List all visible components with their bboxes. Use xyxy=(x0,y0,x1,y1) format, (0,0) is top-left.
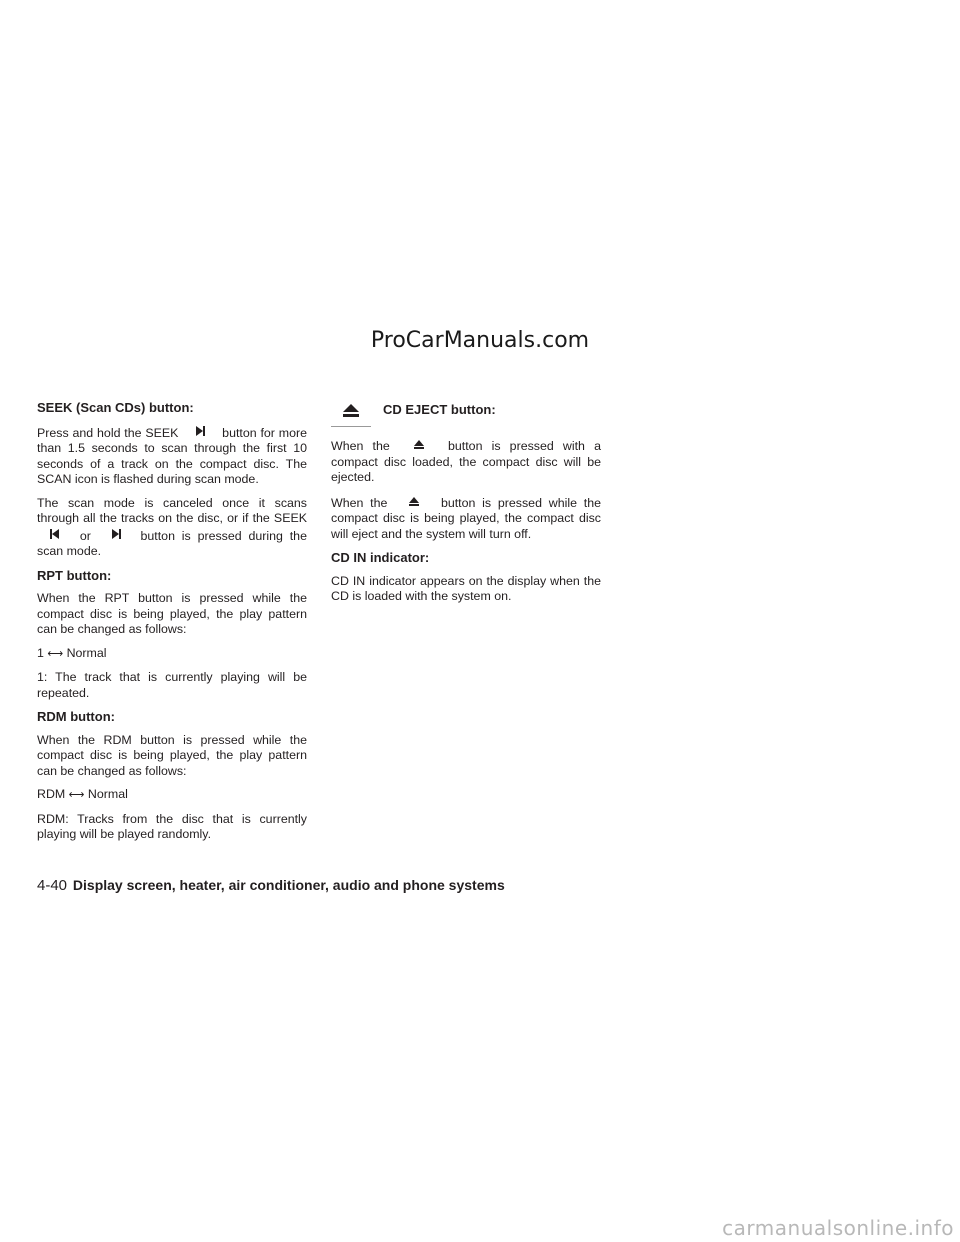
double-arrow-icon: ⟷ xyxy=(47,647,64,660)
page-number: 4-40 xyxy=(37,877,68,894)
left-column xyxy=(37,400,307,851)
cd-eject-heading-row xyxy=(331,400,601,427)
rdm-paragraph-2: RDM: Tracks from the disc that is currently playing will be played randomly. xyxy=(37,811,307,841)
rpt-paragraph-1: When the RPT button is pressed while the compact disc is being played, the play pattern can be changed as follows: xyxy=(37,591,307,636)
eject-paragraph-1: When the button is pressed with a compact disc loaded, the compact disc will be ejected. xyxy=(331,439,601,484)
seek-back-icon xyxy=(37,527,73,543)
eject-icon xyxy=(331,400,371,427)
watermark-bottom: carmanualsonline.info xyxy=(722,1216,954,1240)
rdm-paragraph-1: When the RDM button is pressed while the compact disc is being played, the play pattern can be changed as follows: xyxy=(37,732,307,778)
eject-paragraph-2: When the button is pressed while the compact disc is being played, the compact disc will eject and the system will turn off. xyxy=(331,495,601,541)
cd-in-heading: CD IN indicator: xyxy=(331,550,430,565)
watermark-top: ProCarManuals.com xyxy=(370,328,590,353)
cd-eject-heading: CD EJECT button: xyxy=(383,402,496,417)
eject-icon xyxy=(399,437,439,453)
section-title: Display screen, heater, air conditioner, audio and phone systems xyxy=(72,877,505,893)
seek-paragraph-1: Press and hold the SEEK button for more than 1.5 seconds to scan through the first 10 seconds of a track on the compact disc. The SCAN icon is flashed during scan mode. xyxy=(37,425,308,486)
seek-forward-icon xyxy=(182,424,218,440)
rpt-paragraph-2: 1: The track that is currently playing will be repeated. xyxy=(37,670,307,700)
double-arrow-icon: ⟷ xyxy=(68,789,85,801)
right-column xyxy=(331,400,601,613)
page-footer xyxy=(37,877,505,894)
eject-icon xyxy=(394,494,434,510)
rpt-sequence: 1 ⟷ Normal xyxy=(37,645,107,660)
seek-forward-icon xyxy=(98,527,134,543)
rdm-heading: RDM button: xyxy=(37,709,115,724)
rdm-sequence: RDM ⟷ Normal xyxy=(37,787,128,801)
seek-paragraph-2: The scan mode is canceled once it scans through all the tracks on the disc, or if the SEEK or button is pressed during the scan mode. xyxy=(37,495,307,558)
seek-heading: SEEK (Scan CDs) button: xyxy=(37,400,194,415)
rpt-heading: RPT button: xyxy=(37,567,112,583)
cd-in-paragraph: CD IN indicator appears on the display when the CD is loaded with the system on. xyxy=(331,573,601,603)
